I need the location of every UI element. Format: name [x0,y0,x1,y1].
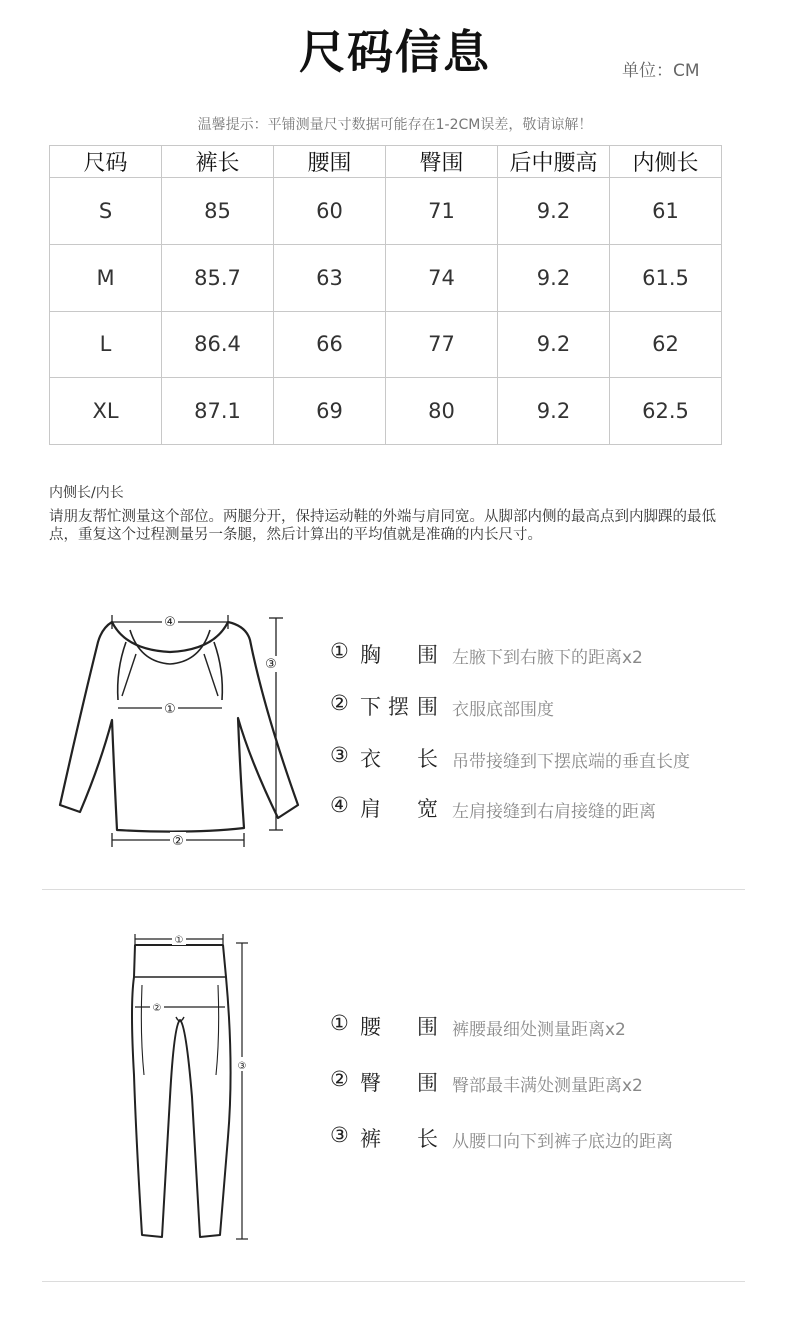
table-cell: 66 [274,311,386,378]
col-header-back-rise: 后中腰高 [498,146,610,178]
legend-key: 长 [417,747,438,771]
table-cell: 9.2 [498,311,610,378]
legend-row-length [330,1123,730,1153]
legend-key: 裤 [360,1127,381,1151]
table-row [50,244,722,311]
table-cell: 63 [274,244,386,311]
legend-row-shoulder [330,793,730,823]
unit-label: 单位：CM [622,61,700,81]
size-table [49,145,722,445]
table-row [50,311,722,378]
legend-desc: 吊带接缝到下摆底端的垂直长度 [452,752,690,772]
pants-marker-length: ③ [237,1061,247,1072]
inseam-note-body: 请朋友帮忙测量这个部位。两腿分开，保持运动鞋的外端与肩同宽。从脚部内侧的最高点到内脚踝的最低点，重复这个过程测量另一条腿，然后计算出的平均值就是准确的内长尺寸。 [49,509,716,543]
section-divider [42,889,745,890]
table-cell: 61 [610,178,722,245]
legend-row-hip [330,1067,730,1097]
legend-key: 宽 [417,797,438,821]
legend-key: 围 [417,1015,438,1039]
legend-key: 围 [417,643,438,667]
legend-row-waist [330,1011,730,1041]
inseam-note-title: 内侧长/内长 [49,485,124,501]
legend-key: 胸 [360,643,381,667]
pants-diagram [120,925,260,1245]
top-marker-length: ③ [265,657,277,672]
section-divider [42,1281,745,1282]
legend-key: 长 [417,1127,438,1151]
table-cell: 71 [386,178,498,245]
legend-row-chest [330,639,730,669]
col-header-pants-length: 裤长 [162,146,274,178]
legend-num: ② [330,691,349,715]
top-left-armhole [118,642,126,700]
legend-key: 腰 [360,1015,381,1039]
legend-num: ③ [330,1123,349,1147]
table-cell: 61.5 [610,244,722,311]
legend-num: ① [330,639,349,663]
table-cell: 77 [386,311,498,378]
table-cell: 86.4 [162,311,274,378]
legend-num: ① [330,1011,349,1035]
pants-left-seam [141,985,144,1075]
top-marker-chest: ① [164,702,176,717]
legend-key: 围 [417,1071,438,1095]
top-right-armhole [214,642,222,700]
table-row [50,378,722,445]
pants-marker-hip: ② [152,1003,162,1014]
table-cell: 85.7 [162,244,274,311]
table-cell: 74 [386,244,498,311]
table-cell: L [50,311,162,378]
table-cell: S [50,178,162,245]
top-marker-hem: ② [172,834,184,849]
table-cell: 87.1 [162,378,274,445]
pants-outline [132,945,231,1237]
table-cell: XL [50,378,162,445]
page-title: 尺码信息 [299,25,491,79]
table-header-row [50,146,722,178]
legend-num: ④ [330,793,349,817]
top-marker-shoulder: ④ [164,615,176,630]
table-cell: 9.2 [498,244,610,311]
legend-desc: 从腰口向下到裤子底边的距离 [452,1132,673,1152]
table-cell: 85 [162,178,274,245]
legend-key: 下 [360,695,381,719]
legend-row-length [330,743,730,773]
col-header-size: 尺码 [50,146,162,178]
col-header-hip: 臀围 [386,146,498,178]
legend-key: 肩 [360,797,381,821]
top-outline [60,622,298,832]
legend-desc: 裤腰最细处测量距离x2 [452,1020,626,1040]
pants-right-seam [216,985,219,1075]
table-cell: 69 [274,378,386,445]
top-left-bra-panel [122,654,136,696]
legend-desc: 衣服底部围度 [452,700,554,720]
table-cell: 62.5 [610,378,722,445]
legend-num: ② [330,1067,349,1091]
legend-key: 衣 [360,747,381,771]
legend-key: 摆 [388,695,409,719]
col-header-waist: 腰围 [274,146,386,178]
pants-marker-waist: ① [174,935,184,946]
top-right-bra-panel [204,654,218,696]
legend-key: 臀 [360,1071,381,1095]
legend-desc: 臀部最丰满处测量距离x2 [452,1076,643,1096]
table-cell: 60 [274,178,386,245]
table-row [50,178,722,245]
legend-key: 围 [417,695,438,719]
table-cell: 80 [386,378,498,445]
measurement-tip: 温馨提示：平铺测量尺寸数据可能存在1-2CM误差，敬请谅解！ [197,117,593,133]
legend-desc: 左腋下到右腋下的距离x2 [452,648,643,668]
table-cell: 9.2 [498,378,610,445]
legend-desc: 左肩接缝到右肩接缝的距离 [452,802,656,822]
table-cell: M [50,244,162,311]
table-cell: 62 [610,311,722,378]
legend-num: ③ [330,743,349,767]
legend-row-hem [330,691,730,721]
col-header-inseam: 内侧长 [610,146,722,178]
top-garment-diagram [50,600,300,860]
table-cell: 9.2 [498,178,610,245]
